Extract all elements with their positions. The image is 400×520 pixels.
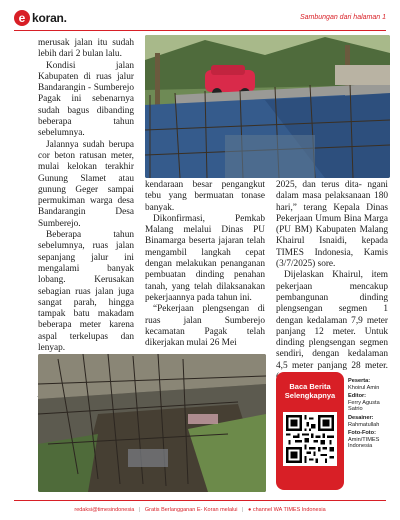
paragraph: Dikonfirmasi, Pemkab Malang melalui Dinas PU Binamarga beserta jajaran telah mengambil langkah cepat dengan melakukan penanganan pembuatan dinding penahan tanah, yang telah dilaksanakan pekerjaannya pada tahun ini.	[145, 213, 265, 303]
read-more-panel	[276, 372, 344, 490]
credits-list	[348, 378, 388, 450]
credit-entry: Peserta: Khoirul Amin	[348, 378, 380, 391]
credit-entry: Desainer: Rahmatullah	[348, 414, 380, 428]
logo-text: koran.	[32, 11, 67, 25]
paragraph: 2025, dan terus dita- ngani dalam masa pelaksanaan 180 hari,” terang Kepala Dinas Pekerjaan Umum Bina Marga (PU BM) Kabupaten Malang Khairul Isnaidi, kepada TIMES Indonesia, Kamis (3/7/2025) sore.	[276, 180, 388, 270]
paragraph: Beberapa tahun sebelumnya, ruas jalan sepanjang jalur ini mengalami banyak lobang. Kerusakan sebagian ruas jalan juga sangat parah, hingga tampak batu makadam beberapa meter karena aspal terkelupas dan lenyap.	[38, 230, 134, 354]
credit-entry: Foto-Foto: Amin/TIMES Indonesia	[348, 430, 380, 450]
logo-mark: e	[14, 10, 30, 26]
paragraph: “Pekerjaan plengsengan di ruas jalan Sumberejo kecamatan Pagak telah dikerjakan mulai 26 Mei	[145, 304, 265, 349]
paragraph: Dijelaskan Khairul, item pekerjaan mencakup pembangunan dinding plengsengan segmen 1 dengan kedalaman 7,9 meter panjang 12 meter. Untuk dinding plengsengan segmen sendiri, dengan kedalaman 4,5 meter panjang 28 meter.	[276, 270, 388, 371]
photo-road-damage	[38, 354, 266, 492]
qr-code-icon[interactable]	[283, 412, 337, 466]
page-header	[0, 0, 400, 30]
article-column-2	[145, 180, 265, 349]
paragraph: Jalannya sudah berupa cor beton ratusan meter, mulai kelokan terakhir Gunung Slamet atau gunung Geger sampai permukiman warga desa Bandarangin Desa Sumberejo.	[38, 139, 134, 229]
paragraph: kendaraan besar pengangkut tebu yang bermuatan tonase banyak.	[145, 180, 265, 213]
read-more-title: Baca Berita Selengkapnya	[284, 382, 336, 400]
photo-construction-site	[145, 35, 390, 178]
paragraph: merusak jalan itu sudah lebih dari 2 bulan lalu.	[38, 38, 134, 60]
whatsapp-icon: ●	[248, 507, 252, 513]
read-more-box	[276, 372, 388, 492]
paragraph: Kondisi jalan Kabupaten di ruas jalur Bandarangin - Sumberejo Pagak ini sebenarnya sudah bagus dibanding beberapa tahun sebelumnya.	[38, 60, 134, 139]
page-footer	[0, 500, 400, 520]
footer-email[interactable]: redaksi@timesindonesia	[74, 507, 135, 513]
footer-divider	[14, 500, 386, 501]
credit-entry: Editor: Ferry Agusta Satrio	[348, 393, 380, 413]
footer-text: redaksi@timesindonesia | Gratis Berlangganan E- Koran melalui | ● channel WA TIMES Indonesia	[74, 507, 326, 513]
article-column-3	[276, 180, 388, 383]
header-divider	[14, 30, 386, 31]
article-column-1	[38, 38, 134, 400]
footer-channel[interactable]: channel WA TIMES Indonesia	[252, 507, 326, 513]
continued-from-label: Sambungan dari halaman 1	[299, 14, 386, 21]
ekoran-logo	[14, 10, 67, 26]
footer-subscribe: Gratis Berlangganan E- Koran melalui	[144, 507, 238, 513]
